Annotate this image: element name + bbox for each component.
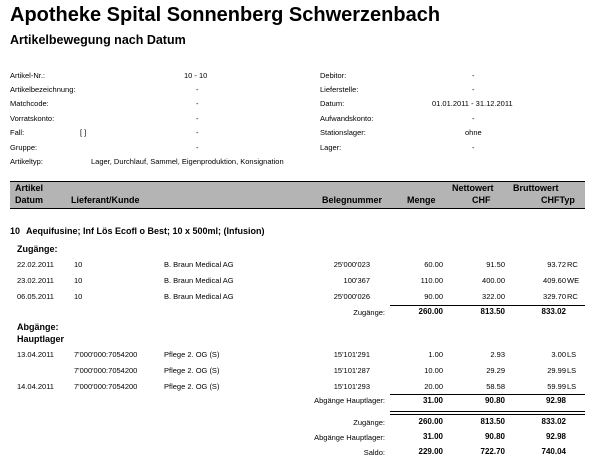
row-beleg: 25'000'026 [333, 292, 370, 301]
row-kunde: Pflege 2. OG (S) [164, 382, 220, 391]
artikelbezeichnung-label: Artikelbezeichnung: [10, 85, 76, 94]
table-header [10, 181, 585, 209]
row-netto: 91.50 [486, 260, 505, 269]
row-lieferant-nr: 10 [74, 276, 83, 285]
divider [390, 305, 585, 306]
lieferstelle-value: - [472, 85, 475, 94]
fall-label: Fall: [10, 128, 25, 137]
row-netto: 2.93 [490, 350, 505, 359]
header-bruttowert: Bruttowert [513, 183, 559, 193]
vorratskonto-value: - [196, 114, 199, 123]
row-kunde: Pflege 2. OG (S) [164, 350, 220, 359]
artikel-nr-label: Artikel-Nr.: [10, 71, 46, 80]
fall-checkbox: [ ] [80, 128, 87, 137]
zugaenge-total-netto: 813.50 [480, 307, 505, 316]
row-beleg: 100'367 [343, 276, 370, 285]
row-beleg: 25'000'023 [333, 260, 370, 269]
row-kunde-nr: 7'000'000:7054200 [74, 350, 138, 359]
row-datum: 13.04.2011 [17, 350, 54, 359]
abgaenge-total-menge: 31.00 [422, 396, 443, 405]
summary-abgaenge-netto: 90.80 [484, 432, 505, 441]
row-datum: 06.05.2011 [17, 292, 54, 301]
row-netto: 58.58 [486, 382, 505, 391]
stationslager-value: ohne [465, 128, 482, 137]
artikeltyp-value: Lager, Durchlauf, Sammel, Eigenproduktion, Konsignation [91, 157, 284, 166]
gruppe-value: - [196, 143, 199, 152]
row-typ: RC [567, 260, 578, 269]
gruppe-label: Gruppe: [10, 143, 38, 152]
row-typ: LS [567, 366, 577, 375]
header-belegnummer: Belegnummer [322, 195, 383, 205]
divider [390, 394, 585, 395]
artikeltyp-label: Artikeltyp: [10, 157, 43, 166]
row-lieferant: B. Braun Medical AG [164, 292, 234, 301]
row-brutto: 329.70 [543, 292, 566, 301]
vorratskonto-label: Vorratskonto: [10, 114, 55, 123]
abgaenge-subheading: Hauptlager [17, 334, 65, 344]
row-brutto: 93.72 [547, 260, 566, 269]
summary-divider [390, 411, 585, 415]
zugaenge-total-menge: 260.00 [418, 307, 443, 316]
matchcode-label: Matchcode: [10, 99, 49, 108]
row-brutto: 29.99 [547, 366, 566, 375]
row-kunde-nr: 7'000'000:7054200 [74, 382, 138, 391]
stationslager-label: Stationslager: [320, 128, 366, 137]
lager-value: - [472, 143, 475, 152]
row-kunde: Pflege 2. OG (S) [164, 366, 220, 375]
row-menge: 1.00 [428, 350, 443, 359]
summary-zugaenge-netto: 813.50 [480, 417, 505, 426]
row-datum: 23.02.2011 [17, 276, 54, 285]
summary-zugaenge-label: Zugänge: [353, 418, 385, 427]
header-artikel: Artikel [15, 183, 44, 193]
summary-abgaenge-label: Abgänge Hauptlager: [314, 433, 385, 442]
datum-label: Datum: [320, 99, 345, 108]
row-typ: WE [567, 276, 580, 285]
abgaenge-total-label: Abgänge Hauptlager: [314, 396, 385, 405]
zugaenge-heading: Zugänge: [17, 244, 58, 254]
summary-zugaenge-brutto: 833.02 [541, 417, 566, 426]
summary-abgaenge-brutto: 92.98 [545, 432, 566, 441]
row-menge: 20.00 [424, 382, 443, 391]
lieferstelle-label: Lieferstelle: [320, 85, 359, 94]
row-netto: 400.00 [482, 276, 505, 285]
row-datum: 22.02.2011 [17, 260, 54, 269]
row-typ: LS [567, 382, 577, 391]
datum-value: 01.01.2011 - 31.12.2011 [432, 99, 513, 108]
abgaenge-heading: Abgänge: [17, 322, 59, 332]
summary-saldo-label: Saldo: [363, 448, 385, 457]
row-menge: 110.00 [420, 276, 443, 285]
abgaenge-total-netto: 90.80 [484, 396, 505, 405]
debitor-label: Debitor: [320, 71, 347, 80]
artikelbezeichnung-value: - [196, 85, 199, 94]
row-menge: 60.00 [424, 260, 443, 269]
header-bruttowert-unit: CHFTyp [541, 195, 575, 205]
fall-value: - [196, 128, 199, 137]
row-beleg: 15'101'291 [333, 350, 370, 359]
lager-label: Lager: [320, 143, 342, 152]
zugaenge-total-brutto: 833.02 [541, 307, 566, 316]
artikel-nr-value: 10 - 10 [184, 71, 208, 80]
report-subtitle: Artikelbewegung nach Datum [10, 33, 186, 47]
article-name: Aequifusine; Inf Lös Ecofl o Best; 10 x 500ml; (Infusion) [26, 226, 265, 236]
aufwandskonto-label: Aufwandskonto: [320, 114, 374, 123]
abgaenge-total-brutto: 92.98 [545, 396, 566, 405]
row-brutto: 59.99 [547, 382, 566, 391]
summary-saldo-netto: 722.70 [480, 447, 505, 456]
row-lieferant-nr: 10 [74, 292, 83, 301]
row-netto: 29.29 [486, 366, 505, 375]
report-title: Apotheke Spital Sonnenberg Schwerzenbach [10, 4, 441, 26]
row-datum: 14.04.2011 [17, 382, 54, 391]
row-typ: RC [567, 292, 578, 301]
row-menge: 90.00 [424, 292, 443, 301]
row-beleg: 15'101'287 [333, 366, 370, 375]
aufwandskonto-value: - [472, 114, 475, 123]
matchcode-value: - [196, 99, 199, 108]
row-beleg: 15'101'293 [333, 382, 370, 391]
header-nettowert: Nettowert [452, 183, 494, 193]
header-menge: Menge [407, 195, 436, 205]
row-netto: 322.00 [482, 292, 505, 301]
header-lieferant: Lieferant/Kunde [71, 195, 140, 205]
summary-abgaenge-menge: 31.00 [422, 432, 443, 441]
row-lieferant-nr: 10 [74, 260, 83, 269]
row-menge: 10.00 [424, 366, 443, 375]
summary-zugaenge-menge: 260.00 [418, 417, 443, 426]
summary-saldo-menge: 229.00 [418, 447, 443, 456]
debitor-value: - [472, 71, 475, 80]
row-brutto: 409.60 [543, 276, 566, 285]
row-typ: LS [567, 350, 577, 359]
summary-saldo-brutto: 740.04 [541, 447, 566, 456]
row-brutto: 3.00 [551, 350, 566, 359]
row-kunde-nr: 7'000'000:7054200 [74, 366, 138, 375]
row-lieferant: B. Braun Medical AG [164, 260, 234, 269]
header-nettowert-unit: CHF [472, 195, 491, 205]
zugaenge-total-label: Zugänge: [353, 308, 385, 317]
header-datum: Datum [15, 195, 44, 205]
row-lieferant: B. Braun Medical AG [164, 276, 234, 285]
article-number: 10 [10, 226, 21, 236]
